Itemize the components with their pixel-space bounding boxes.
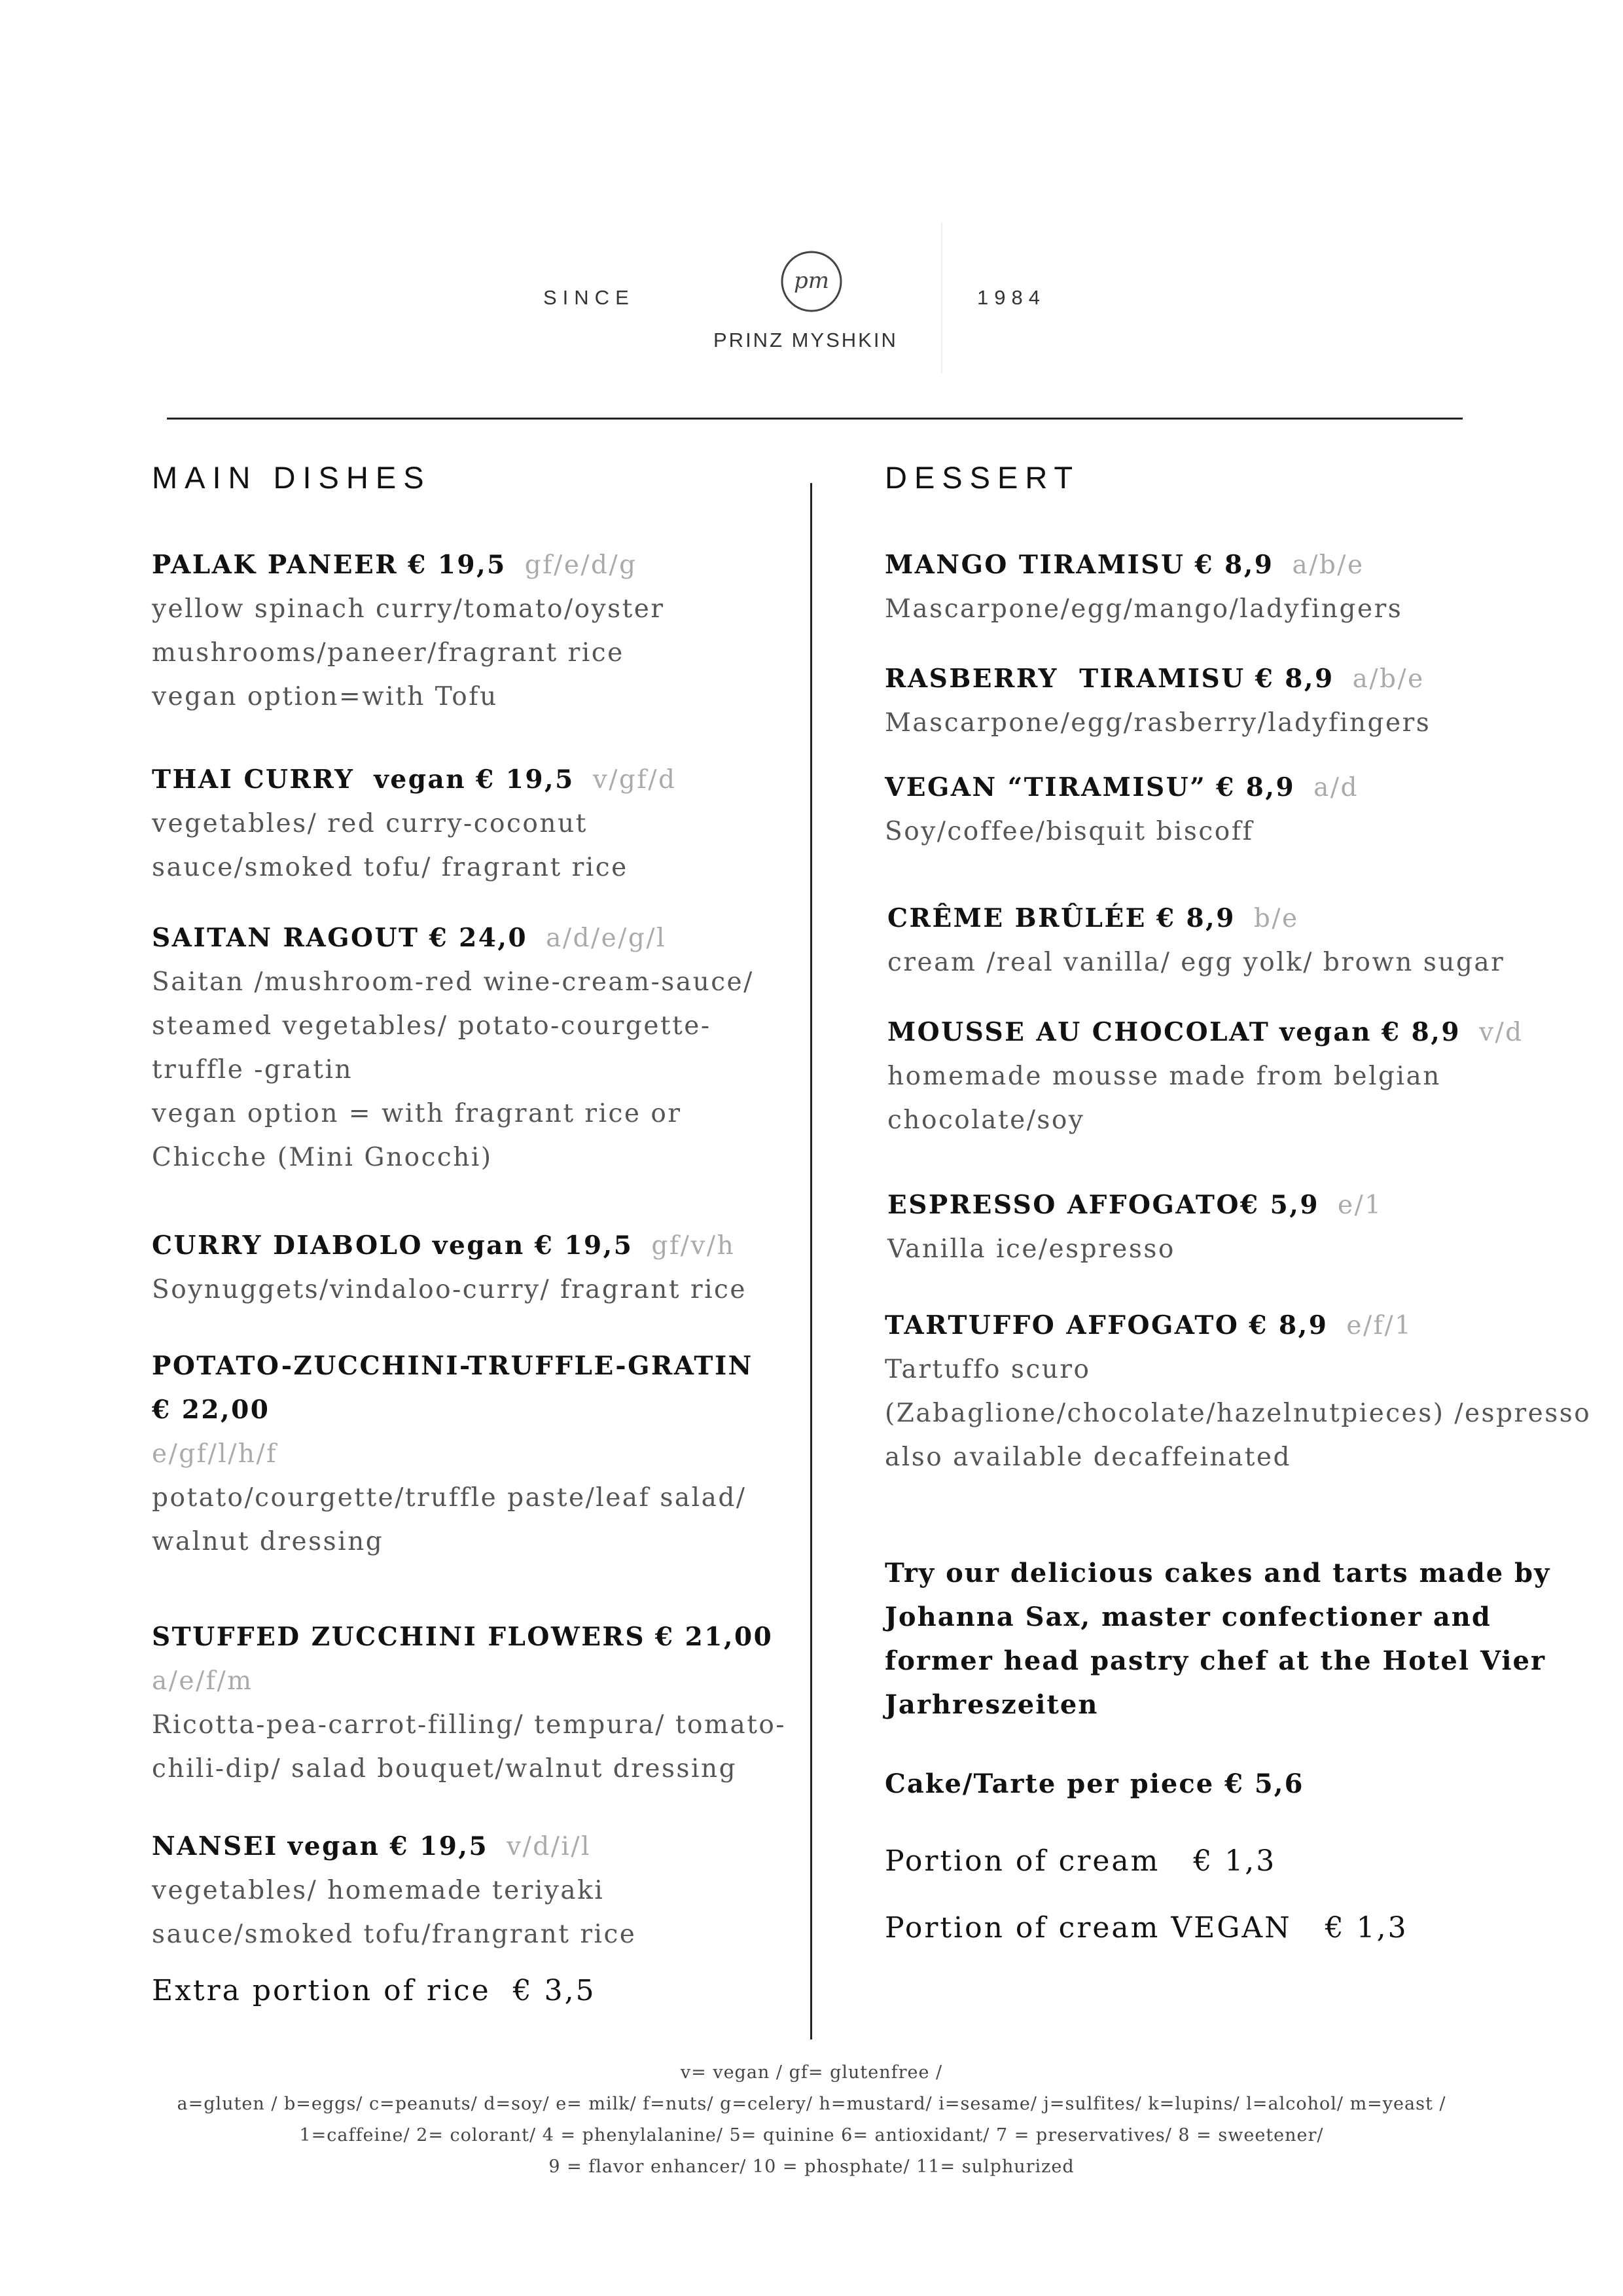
item-allergens: gf/v/h	[651, 1231, 736, 1261]
item-name: NANSEI	[152, 1831, 278, 1861]
item-description: chili-dip/ salad bouquet/walnut dressing	[152, 1754, 738, 1784]
item-price: € 19,5	[476, 764, 575, 795]
brand-name: PRINZ MYSHKIN	[713, 329, 898, 351]
cream-vegan-label: Portion of cream VEGAN	[885, 1911, 1292, 1945]
portion-of-cream	[885, 1844, 1276, 1878]
menu-item-palak-paneer	[152, 543, 665, 719]
item-price: € 8,9	[1216, 772, 1296, 802]
item-allergens: a/d/e/g/l	[546, 924, 666, 953]
item-description: sauce/smoked tofu/frangrant rice	[152, 1920, 637, 1949]
item-allergens: a/b/e	[1352, 664, 1425, 694]
item-description: Soynuggets/vindaloo-curry/ fragrant rice	[152, 1275, 747, 1304]
allergen-legend	[0, 2057, 1623, 2183]
item-price: € 22,00	[152, 1395, 270, 1425]
extra-rice-price: € 3,5	[512, 1974, 596, 2007]
item-description: vegetables/ homemade teriyaki	[152, 1876, 605, 1905]
item-description: Chicche (Mini Gnocchi)	[152, 1143, 493, 1172]
item-description: cream /real vanilla/ egg yolk/ brown sugar	[887, 948, 1505, 977]
item-name: STUFFED ZUCCHINI FLOWERS	[152, 1622, 646, 1652]
menu-item-rasberry-tiramisu	[885, 657, 1431, 745]
cake-price	[885, 1762, 1304, 1806]
since-label: SINCE	[543, 286, 635, 309]
menu-item-nansei	[152, 1825, 636, 1956]
item-allergens: e/1	[1338, 1191, 1383, 1220]
item-tag: vegan	[1279, 1017, 1372, 1047]
item-description: Saitan /mushroom-red wine-cream-sauce/	[152, 967, 754, 997]
item-allergens: a/d	[1313, 773, 1359, 802]
main-dishes-heading: MAIN DISHES	[152, 460, 431, 495]
cake-promo	[885, 1551, 1550, 1727]
item-name: POTATO-ZUCCHINI-TRUFFLE-GRATIN	[152, 1351, 753, 1381]
legend-line: a=gluten / b=eggs/ c=peanuts/ d=soy/ e= milk/ f=nuts/ g=celery/ h=mustard/ i=sesame/ j=sulfites/ k=lupins/ l=alcohol/ m=yeast /	[177, 2094, 1446, 2114]
item-name: ESPRESSO AFFOGATO	[887, 1190, 1240, 1220]
item-description: also available decaffeinated	[885, 1443, 1291, 1472]
item-price: € 8,9	[1249, 1310, 1329, 1340]
cream-label: Portion of cream	[885, 1844, 1160, 1878]
item-name: PALAK PANEER	[152, 550, 399, 580]
item-description: chocolate/soy	[887, 1105, 1085, 1135]
item-description: Vanilla ice/espresso	[887, 1234, 1175, 1264]
item-description: sauce/smoked tofu/ fragrant rice	[152, 853, 628, 882]
item-allergens: v/d	[1479, 1018, 1524, 1047]
menu-item-creme-brulee	[887, 897, 1505, 984]
logo-monogram-icon	[779, 249, 844, 317]
item-tag: vegan	[287, 1831, 380, 1861]
item-description: Mascarpone/egg/rasberry/ladyfingers	[885, 708, 1431, 738]
item-name: MANGO TIRAMISU	[885, 550, 1185, 580]
menu-item-espresso-affogato	[887, 1183, 1383, 1271]
menu-item-curry-diabolo	[152, 1224, 747, 1312]
item-allergens: v/gf/d	[592, 765, 677, 795]
item-description: walnut dressing	[152, 1527, 384, 1556]
header-divider	[941, 223, 942, 373]
menu-item-stuffed-zucchini-flowers	[152, 1615, 786, 1791]
promo-line: Jarhreszeiten	[885, 1689, 1099, 1720]
item-name: CRÊME BRÛLÉE	[887, 903, 1147, 933]
item-allergens: a/e/f/m	[152, 1666, 253, 1696]
dessert-heading: DESSERT	[885, 460, 1080, 495]
year-label: 1984	[977, 286, 1046, 309]
legend-line: 9 = flavor enhancer/ 10 = phosphate/ 11= sulphurized	[548, 2157, 1075, 2177]
item-description: homemade mousse made from belgian	[887, 1062, 1441, 1091]
promo-line: Johanna Sax, master confectioner and	[885, 1602, 1491, 1632]
item-price: € 8,9	[1156, 903, 1236, 933]
item-name: VEGAN “TIRAMISU”	[885, 772, 1207, 802]
item-price: € 5,9	[1240, 1190, 1319, 1220]
item-tag: vegan	[374, 764, 467, 795]
item-name: TARTUFFO AFFOGATO	[885, 1310, 1240, 1340]
item-description: Mascarpone/egg/mango/ladyfingers	[885, 594, 1403, 624]
menu-item-vegan-tiramisu	[885, 766, 1359, 853]
item-description: Soy/coffee/bisquit biscoff	[885, 817, 1254, 846]
item-description: mushrooms/paneer/fragrant rice	[152, 638, 624, 668]
item-tag: vegan	[432, 1230, 525, 1261]
item-price: € 21,00	[654, 1622, 774, 1652]
column-divider	[810, 483, 812, 2039]
item-allergens: a/b/e	[1292, 550, 1364, 580]
item-allergens: e/f/1	[1346, 1311, 1413, 1340]
menu-item-saitan-ragout	[152, 916, 754, 1179]
portion-of-cream-vegan	[885, 1911, 1408, 1945]
cake-price-value: € 5,6	[1224, 1768, 1304, 1799]
extra-rice	[152, 1974, 596, 2007]
item-description: potato/courgette/truffle paste/leaf salad/	[152, 1483, 747, 1513]
item-price: € 8,9	[1381, 1017, 1461, 1047]
item-price: € 19,5	[389, 1831, 489, 1861]
item-allergens: v/d/i/l	[507, 1832, 591, 1861]
cake-price-label: Cake/Tarte per piece	[885, 1768, 1215, 1799]
legend-line: v= vegan / gf= glutenfree /	[680, 2062, 943, 2083]
item-price: € 19,5	[534, 1230, 633, 1261]
item-name: SAITAN RAGOUT	[152, 923, 419, 953]
item-description: vegan option = with fragrant rice or	[152, 1099, 682, 1128]
menu-item-tartuffo-affogato	[885, 1304, 1591, 1479]
item-allergens: b/e	[1253, 904, 1299, 933]
menu-item-thai-curry	[152, 758, 676, 889]
item-allergens: e/gf/l/h/f	[152, 1439, 278, 1469]
item-name: MOUSSE AU CHOCOLAT	[887, 1017, 1270, 1047]
menu-item-mango-tiramisu	[885, 543, 1402, 631]
item-description: (Zabaglione/chocolate/hazelnutpieces) /espresso	[885, 1399, 1592, 1428]
item-name: RASBERRY TIRAMISU	[885, 664, 1245, 694]
item-description: Tartuffo scuro	[885, 1355, 1091, 1384]
legend-line: 1=caffeine/ 2= colorant/ 4 = phenylalanine/ 5= quinine 6= antioxidant/ 7 = preservatives/ 8 = sweetener/	[299, 2125, 1324, 2145]
cream-vegan-price: € 1,3	[1325, 1911, 1408, 1945]
header-rule	[167, 418, 1463, 420]
extra-rice-label: Extra portion of rice	[152, 1974, 491, 2007]
cream-price: € 1,3	[1193, 1844, 1277, 1878]
svg-text:pm: pm	[793, 268, 830, 294]
item-description: truffle -gratin	[152, 1055, 353, 1085]
item-name: THAI CURRY	[152, 764, 355, 795]
item-price: € 8,9	[1194, 550, 1274, 580]
item-price: € 24,0	[429, 923, 528, 953]
promo-line: Try our delicious cakes and tarts made by	[885, 1558, 1551, 1588]
item-allergens: gf/e/d/g	[524, 550, 637, 580]
item-price: € 19,5	[408, 550, 507, 580]
promo-line: former head pastry chef at the Hotel Vier	[885, 1645, 1546, 1676]
item-description: vegan option=with Tofu	[152, 682, 498, 711]
item-description: steamed vegetables/ potato-courgette-	[152, 1011, 711, 1041]
menu-item-potato-gratin	[152, 1344, 753, 1564]
item-description: Ricotta-pea-carrot-filling/ tempura/ tomato-	[152, 1710, 787, 1740]
menu-item-mousse-au-chocolat	[887, 1011, 1524, 1142]
item-description: vegetables/ red curry-coconut	[152, 809, 588, 838]
item-price: € 8,9	[1255, 664, 1334, 694]
item-name: CURRY DIABOLO	[152, 1230, 423, 1261]
item-description: yellow spinach curry/tomato/oyster	[152, 594, 665, 624]
